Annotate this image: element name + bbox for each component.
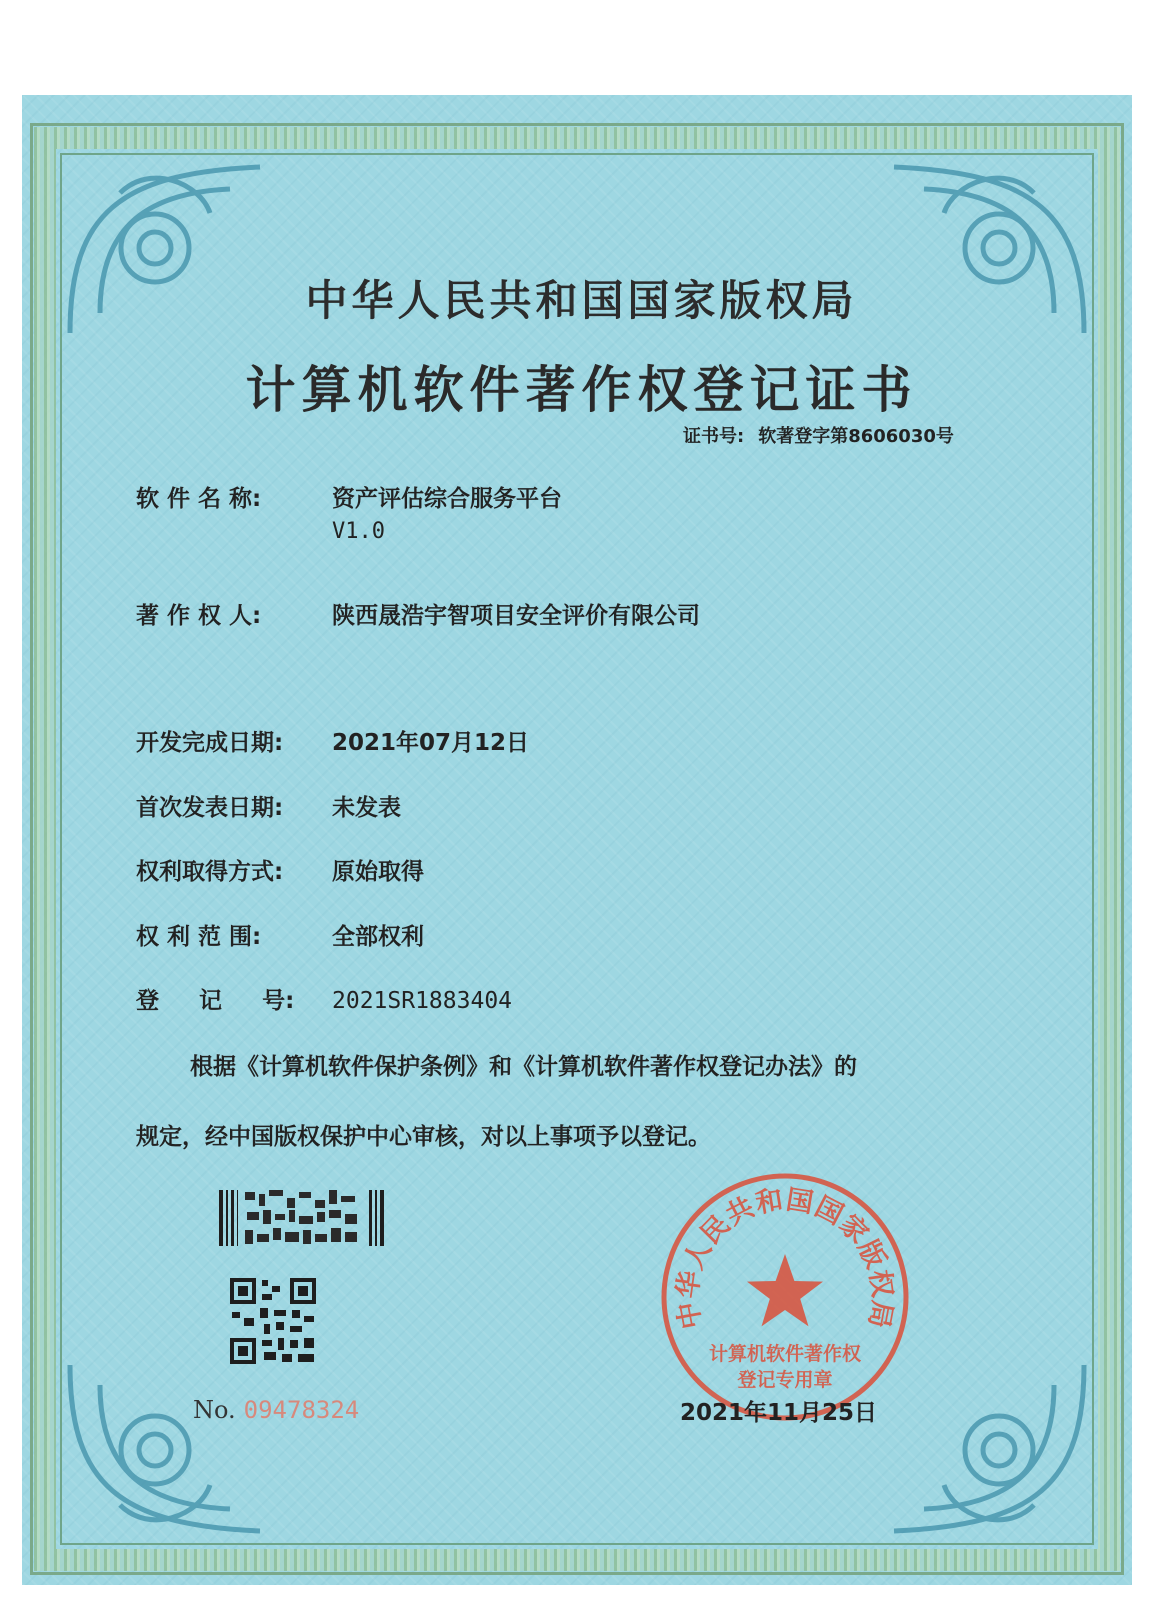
seal-ring-text: 中华人民共和国国家版权局 bbox=[672, 1184, 898, 1332]
publish-date-value: 未发表 bbox=[332, 795, 401, 821]
acquisition-label: 权利取得方式: bbox=[136, 859, 284, 885]
copyright-owner-value: 陕西晟浩宇智项目安全评价有限公司 bbox=[332, 603, 700, 629]
statement-line-1: 根据《计算机软件保护条例》和《计算机软件著作权登记办法》的 bbox=[190, 1054, 857, 1080]
field-software-name bbox=[136, 480, 562, 544]
field-publish-date bbox=[136, 789, 401, 822]
field-scope bbox=[136, 918, 424, 951]
software-name-label: 软 件 名 称: bbox=[136, 486, 262, 512]
copyright-owner-label: 著 作 权 人: bbox=[136, 603, 262, 629]
software-version: V1.0 bbox=[332, 519, 385, 544]
serial-number bbox=[193, 1396, 359, 1424]
corner-ornament-bottom-left bbox=[60, 1345, 290, 1545]
registration-number-label: 登 记 号: bbox=[136, 988, 295, 1014]
certificate-title: 计算机软件著作权登记证书 bbox=[245, 361, 918, 419]
field-copyright-owner bbox=[136, 597, 700, 630]
field-registration-number bbox=[136, 982, 512, 1015]
serial-number-value: 09478324 bbox=[243, 1396, 360, 1424]
seal-center-line-2: 登记专用章 bbox=[737, 1369, 833, 1391]
serial-label: No. bbox=[193, 1396, 236, 1424]
star-icon bbox=[747, 1254, 823, 1326]
official-seal bbox=[658, 1170, 912, 1424]
certificate-number bbox=[683, 422, 954, 448]
seal-center-line-1: 计算机软件著作权 bbox=[708, 1343, 862, 1365]
qr-code bbox=[230, 1278, 316, 1364]
registration-number-value: 2021SR1883404 bbox=[332, 988, 513, 1014]
completion-date-label: 开发完成日期: bbox=[136, 730, 284, 756]
certificate-number-value: 软著登字第8606030号 bbox=[758, 426, 954, 447]
certificate-number-label: 证书号: bbox=[683, 426, 745, 447]
software-name-value: 资产评估综合服务平台 bbox=[332, 486, 562, 512]
issue-date: 2021年11月25日 bbox=[680, 1400, 878, 1426]
barcode bbox=[219, 1190, 385, 1246]
completion-date-value: 2021年07月12日 bbox=[332, 730, 530, 756]
issuing-authority: 中华人民共和国国家版权局 bbox=[305, 276, 858, 325]
scope-value: 全部权利 bbox=[332, 924, 424, 950]
field-acquisition bbox=[136, 853, 424, 886]
scope-label: 权 利 范 围: bbox=[136, 924, 262, 950]
statement-line-2: 规定，经中国版权保护中心审核，对以上事项予以登记。 bbox=[136, 1124, 711, 1150]
field-completion-date bbox=[136, 724, 529, 757]
publish-date-label: 首次发表日期: bbox=[136, 795, 284, 821]
acquisition-value: 原始取得 bbox=[332, 859, 424, 885]
